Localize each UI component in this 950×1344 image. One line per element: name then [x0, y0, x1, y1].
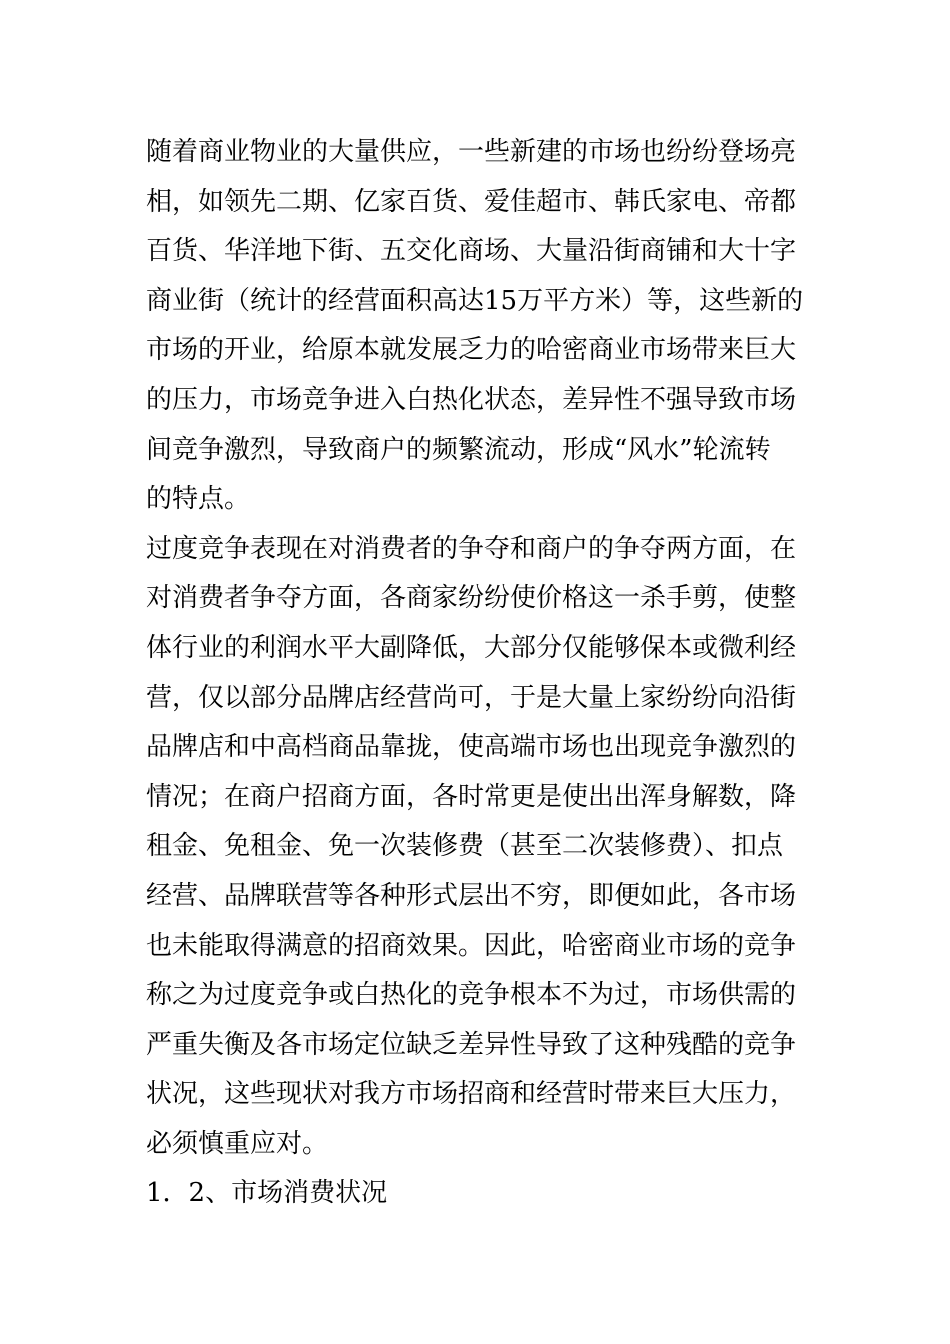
section-heading: 1．2、市场消费状况: [146, 1178, 388, 1209]
paragraph-line: 过度竞争表现在对消费者的争夺和商户的争夺两方面，在: [146, 533, 797, 564]
paragraph-line: 严重失衡及各市场定位缺乏差异性导致了这种残酷的竞争: [146, 1029, 797, 1060]
paragraph-line: 租金、免租金、免一次装修费（甚至二次装修费）、扣点: [146, 831, 784, 862]
paragraph-line: 相，如领先二期、亿家百货、爱佳超市、韩氏家电、帝都: [146, 186, 797, 217]
document-body: [146, 128, 806, 1219]
paragraph-line: 必须慎重应对。: [146, 1128, 329, 1159]
paragraph-line: 情况；在商户招商方面，各时常更是使出出浑身解数，降: [146, 781, 797, 812]
paragraph-line: 称之为过度竞争或白热化的竞争根本不为过，市场供需的: [146, 980, 797, 1011]
paragraph-line: 经营、品牌联营等各种形式层出不穷，即便如此，各市场: [146, 880, 797, 911]
paragraph-line: 商业街（统计的经营面积高达15万平方米）等，这些新的: [146, 285, 804, 316]
paragraph-line: 的压力，市场竞争进入白热化状态，差异性不强导致市场: [146, 384, 797, 415]
paragraph-2: [146, 525, 806, 1170]
paragraph-line: 间竞争激烈，导致商户的频繁流动，形成“风水”轮流转: [146, 434, 771, 465]
paragraph-1: [146, 128, 806, 525]
paragraph-line: 随着商业物业的大量供应，一些新建的市场也纷纷登场亮: [146, 137, 797, 167]
paragraph-line: 百货、华洋地下街、五交化商场、大量沿街商铺和大十字: [146, 236, 797, 267]
paragraph-line: 体行业的利润水平大副降低，大部分仅能够保本或微利经: [146, 632, 797, 663]
paragraph-line: 也未能取得满意的招商效果。因此，哈密商业市场的竞争: [146, 930, 797, 961]
paragraph-line: 市场的开业，给原本就发展乏力的哈密商业市场带来巨大: [146, 335, 797, 366]
paragraph-line: 品牌店和中高档商品靠拢，使高端市场也出现竞争激烈的: [146, 732, 797, 763]
paragraph-line: 营，仅以部分品牌店经营尚可，于是大量上家纷纷向沿街: [146, 682, 797, 713]
paragraph-line: 状况，这些现状对我方市场招商和经营时带来巨大压力，: [146, 1079, 797, 1110]
paragraph-line: 对消费者争夺方面，各商家纷纷使价格这一杀手剪，使整: [146, 583, 797, 614]
paragraph-line: 的特点。: [146, 484, 251, 515]
